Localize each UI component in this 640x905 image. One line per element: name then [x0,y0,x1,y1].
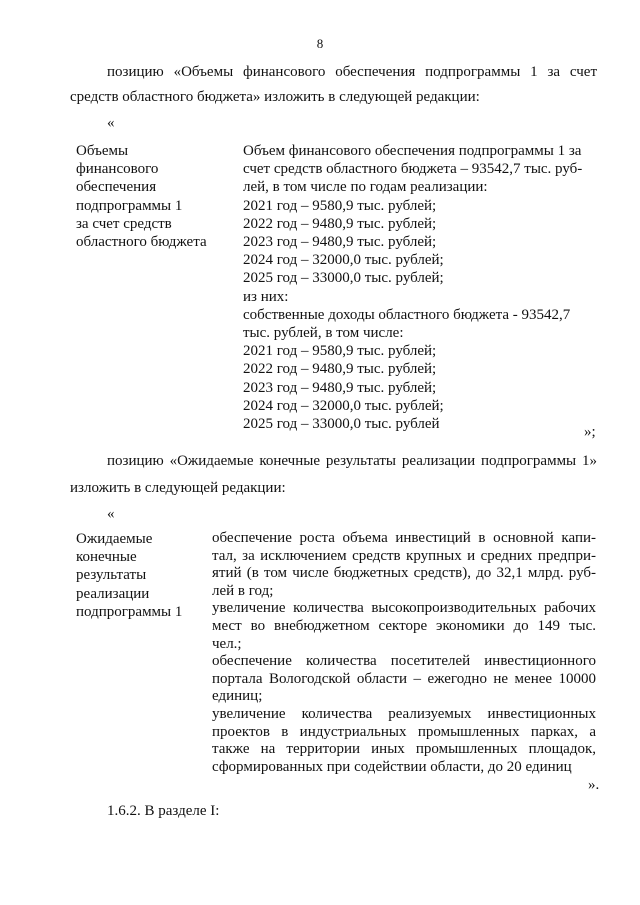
section-item-heading: 1.6.2. В разделе I: [107,803,220,819]
section1-intro-line2: средств областного бюджета» изложить в следующей редакции: [70,89,480,105]
section2-right-line: увеличение количества высокопроизводительных рабочих [212,600,596,617]
section1-right-line: тыс. рублей, в том числе: [243,325,404,342]
section1-left-line: за счет средств [76,215,172,232]
section1-right-line: 2022 год – 9480,9 тыс. рублей; [243,215,437,232]
section1-left-cell [76,142,207,251]
section1-right-line: 2021 год – 9580,9 тыс. рублей; [243,343,437,360]
section2-left-line: реализации [76,585,150,602]
section2-intro-line1: позицию «Ожидаемые конечные результаты реализации подпрограммы 1» [107,453,597,469]
section2-left-cell [76,530,182,621]
section2-close-quote: ». [588,777,600,793]
section1-right-line: 2024 год – 32000,0 тыс. рублей; [243,252,444,269]
section2-right-line: ятий (в том числе бюджетных средств), до 32,1 млрд. руб- [212,565,596,582]
section1-right-line: 2023 год – 9480,9 тыс. рублей; [243,379,437,396]
section1-left-line: областного бюджета [76,234,207,251]
section2-right-line: обеспечение роста объема инвестиций в основной капи- [212,530,596,546]
section1-right-line: 2022 год – 9480,9 тыс. рублей; [243,361,437,378]
section1-left-line: финансового [76,161,159,178]
section1-right-line: счет средств областного бюджета – 93542,7 тыс. руб- [243,161,583,178]
section1-left-line: Объемы [76,143,129,159]
page-number: 8 [316,36,324,51]
section1-left-line: обеспечения [76,179,157,196]
section1-right-line: 2021 год – 9580,9 тыс. рублей; [243,197,437,214]
section1-right-line: из них: [243,288,289,305]
section2-right-cell [212,530,596,776]
section2-right-line: мест во внебюджетном секторе экономики до 149 тыс. [212,617,596,634]
section1-close-quote: »; [584,424,596,440]
section1-open-quote: « [107,115,115,131]
section1-intro-line1: позицию «Объемы финансового обеспечения подпрограммы 1 за счет [107,64,597,80]
section2-right-line: лей в год; [212,582,274,599]
section2-left-line: Ожидаемые [76,531,153,547]
section2-right-line: увеличение количества реализуемых инвестиционных [212,705,596,722]
section1-right-line: 2025 год – 33000,0 тыс. рублей; [243,270,444,287]
section1-left-line: подпрограммы 1 [76,197,183,214]
section2-intro-line2: изложить в следующей редакции: [70,480,286,496]
section2-right-line: портала Вологодской области – ежегодно не менее 10000 [212,670,596,687]
section1-right-line: 2025 год – 33000,0 тыс. рублей [243,416,440,433]
section2-right-line: единиц; [212,688,263,705]
section2-right-line: проектов в индустриальных промышленных парках, а [212,723,596,740]
section2-right-line: сформированных при содействии области, до 20 единиц [212,758,572,775]
section2-right-line: чел.; [212,635,242,652]
section1-right-line: 2024 год – 32000,0 тыс. рублей; [243,397,444,414]
section2-left-line: конечные [76,549,137,566]
section1-right-line: 2023 год – 9480,9 тыс. рублей; [243,234,437,251]
section2-right-line: тал, за исключением средств крупных и средних предпри- [212,547,596,564]
section2-open-quote: « [107,506,115,522]
section1-right-line: собственные доходы областного бюджета - 93542,7 [243,306,571,323]
section2-right-line: обеспечение количества посетителей инвестиционного [212,653,596,670]
section2-right-line: также на территории иных промышленных площадок, [212,741,596,758]
section1-right-line: Объем финансового обеспечения подпрограммы 1 за [243,143,582,159]
section1-right-cell [243,142,582,433]
section2-left-line: результаты [76,567,147,584]
section1-right-line: лей, в том числе по годам реализации: [243,179,488,196]
section2-left-line: подпрограммы 1 [76,603,183,620]
